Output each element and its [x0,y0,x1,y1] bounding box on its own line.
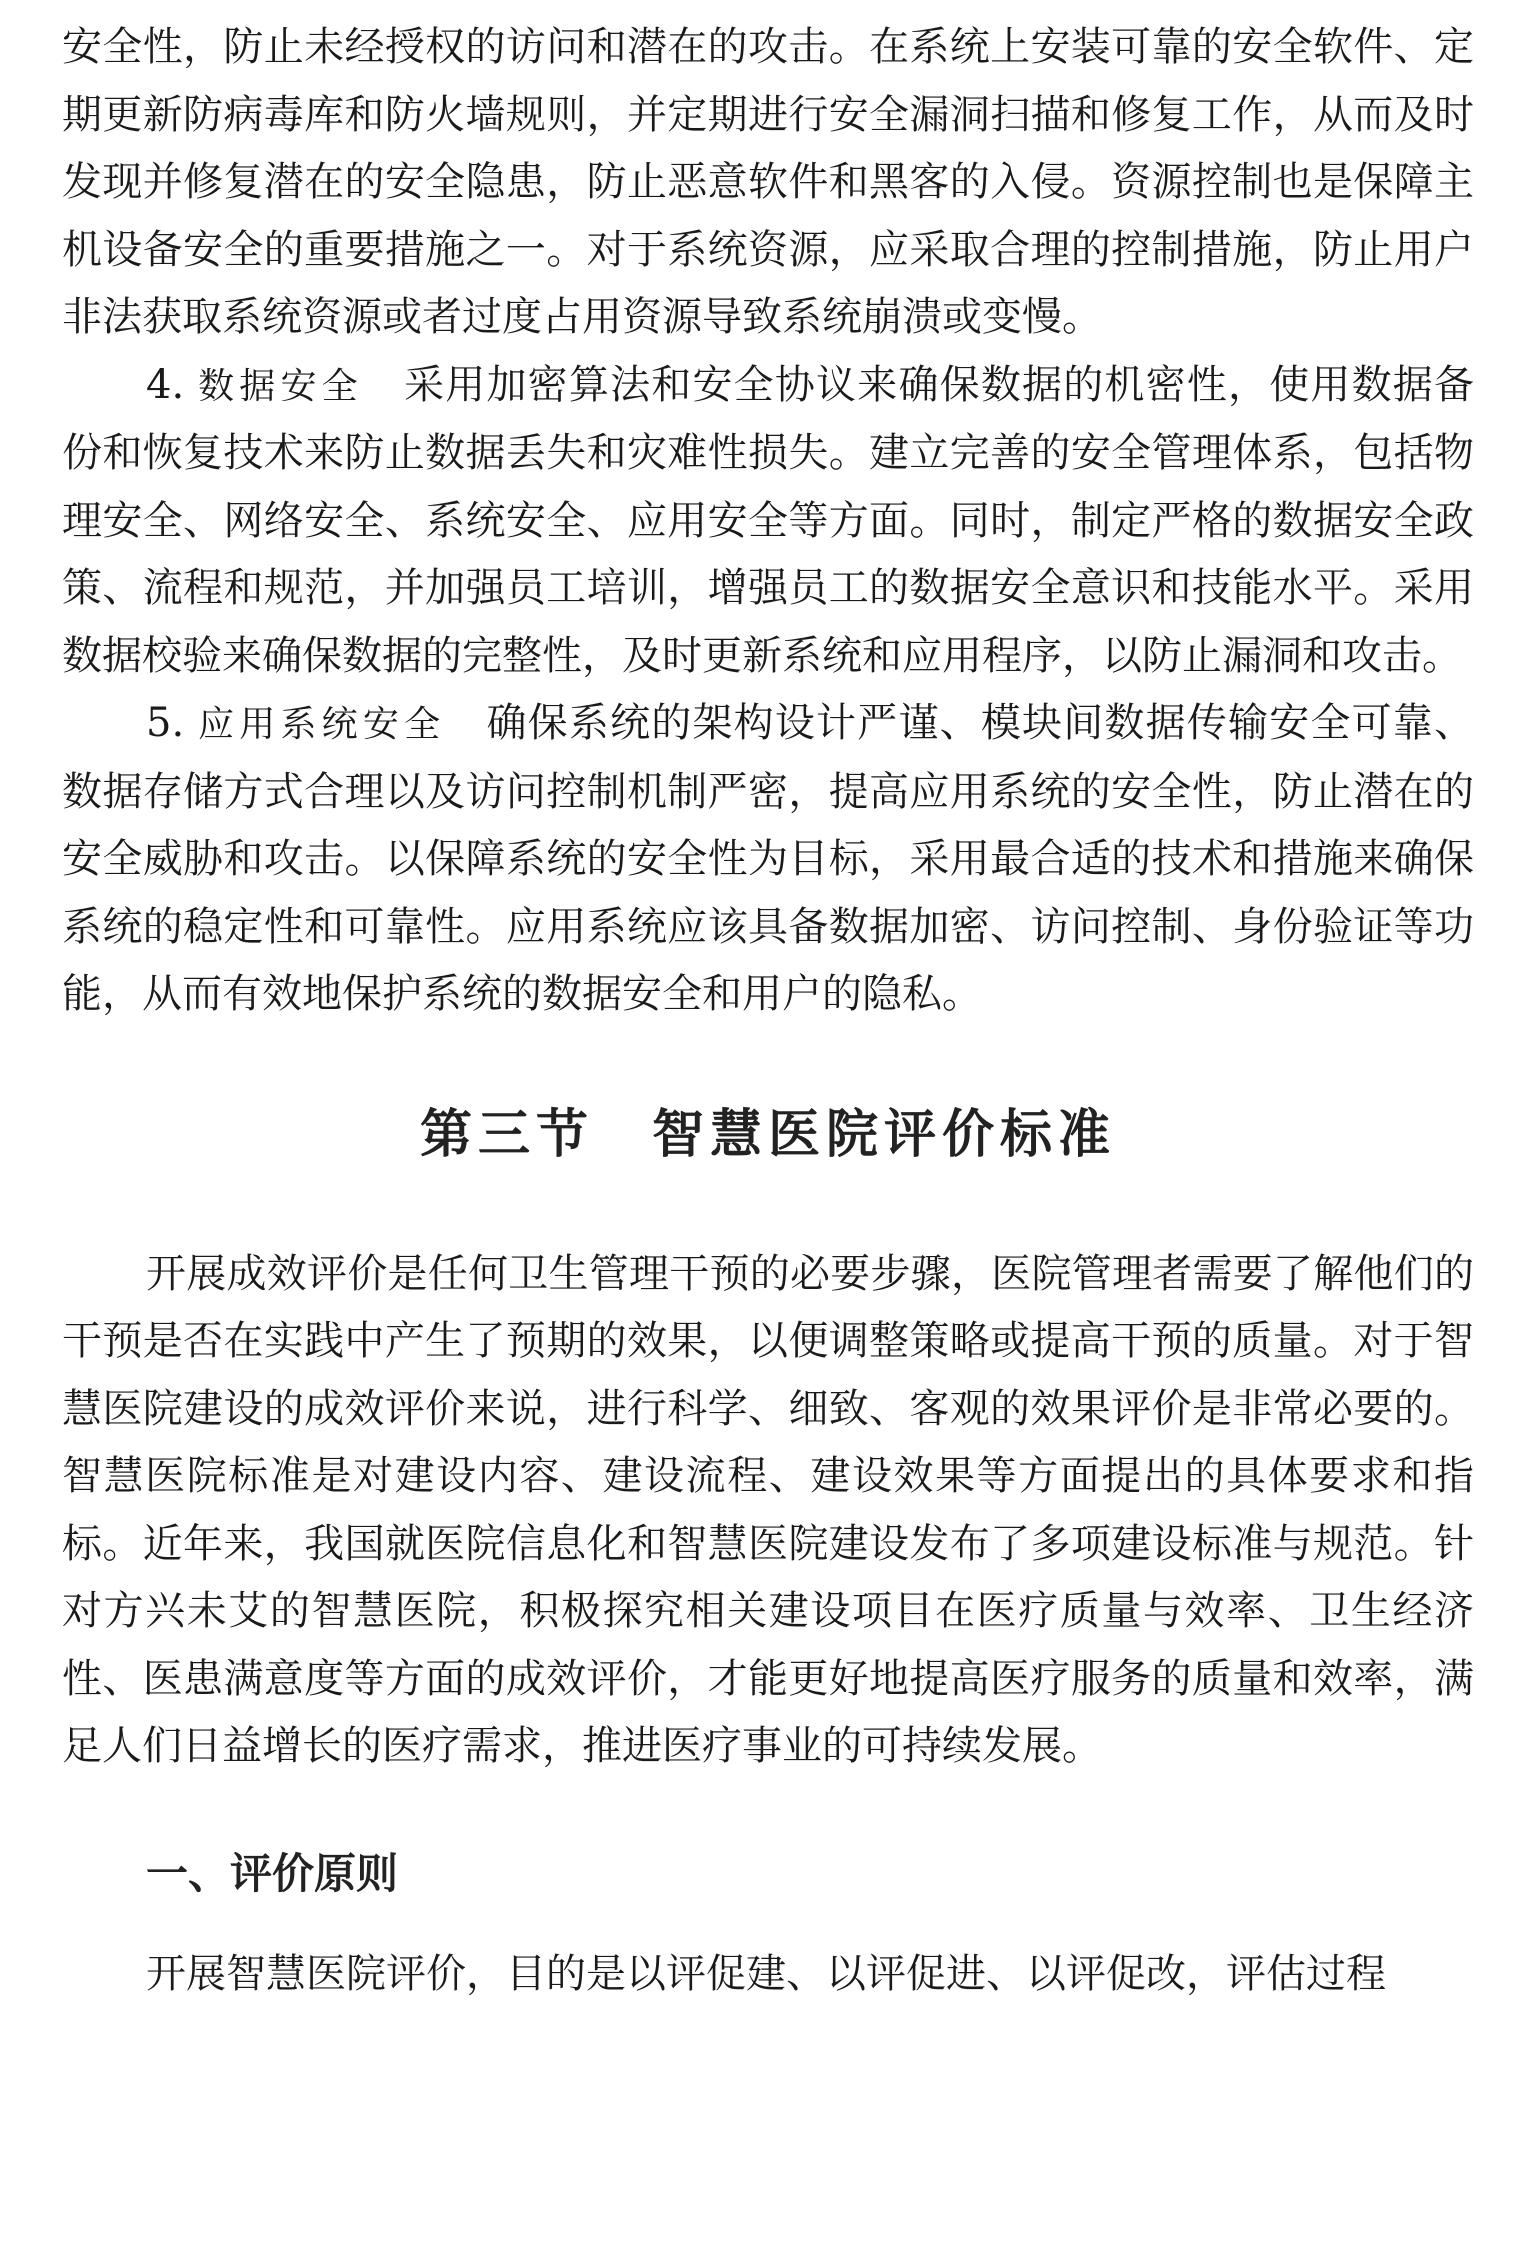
paragraph-app-security [62,690,1474,1029]
paragraph-data-security [62,352,1474,691]
paragraph-app-security-text: 确保系统的架构设计严谨、模块间数据传输安全可靠、数据存储方式合理以及访问控制机制严密，提高应用系统的安全性，防止潜在的安全威胁和攻击。以保障系统的安全性为目标，采用最合适的技术和措施来确保系统的稳定性和可靠性。应用系统应该具备数据加密、访问控制、身份验证等功能，从而有效地保护系统的数据安全和用户的隐私。 [62,700,1474,1017]
item-number: 4. [146,361,185,408]
subhead-app-security: 应用系统安全 [198,704,446,745]
document-page [62,0,1474,2008]
item-number: 5. [146,700,185,746]
section-title: 第三节 智慧医院评价标准 [419,1103,1116,1165]
paragraph-section-intro: 开展成效评价是任何卫生管理干预的必要步骤，医院管理者需要了解他们的干预是否在实践中产生了预期的效果，以便调整策略或提高干预的质量。对于智慧医院建设的成效评价来说，进行科学、细致、客观的效果评价是非常必要的。智慧医院标准是对建设内容、建设流程、建设效果等方面提出的具体要求和指标。近年来，我国就医院信息化和智慧医院建设发布了多项建设标准与规范。针对方兴未艾的智慧医院，积极探究相关建设项目在医疗质量与效率、卫生经济性、医患满意度等方面的成效评价，才能更好地提高医疗服务的质量和效率，满足人们日益增长的医疗需求，推进医疗事业的可持续发展。 [62,1250,1474,1769]
paragraph-host-security: 安全性，防止未经授权的访问和潜在的攻击。在系统上安装可靠的安全软件、定期更新防病毒库和防火墙规则，并定期进行安全漏洞扫描和修复工作，从而及时发现并修复潜在的安全隐患，防止恶意软件和黑客的入侵。资源控制也是保障主机设备安全的重要措施之一。对于系统资源，应采取合理的控制措施，防止用户非法获取系统资源或者过度占用资源导致系统崩溃或变慢。 [62,24,1474,340]
subhead-data-security: 数据安全 [198,365,363,407]
subsection-heading: 一、评价原则 [146,1848,399,1898]
paragraph-data-security-text: 采用加密算法和安全协议来确保数据的机密性，使用数据备份和恢复技术来防止数据丢失和灾难性损失。建立完善的安全管理体系，包括物理安全、网络安全、系统安全、应用安全等方面。同时，制定严格的数据安全政策、流程和规范，并加强员工培训，增强员工的数据安全意识和技能水平。采用数据校验来确保数据的完整性，及时更新系统和应用程序，以防止漏洞和攻击。 [62,361,1475,679]
paragraph-evaluation-principles: 开展智慧医院评价，目的是以评促建、以评促进、以评促改，评估过程 [146,1950,1386,1997]
